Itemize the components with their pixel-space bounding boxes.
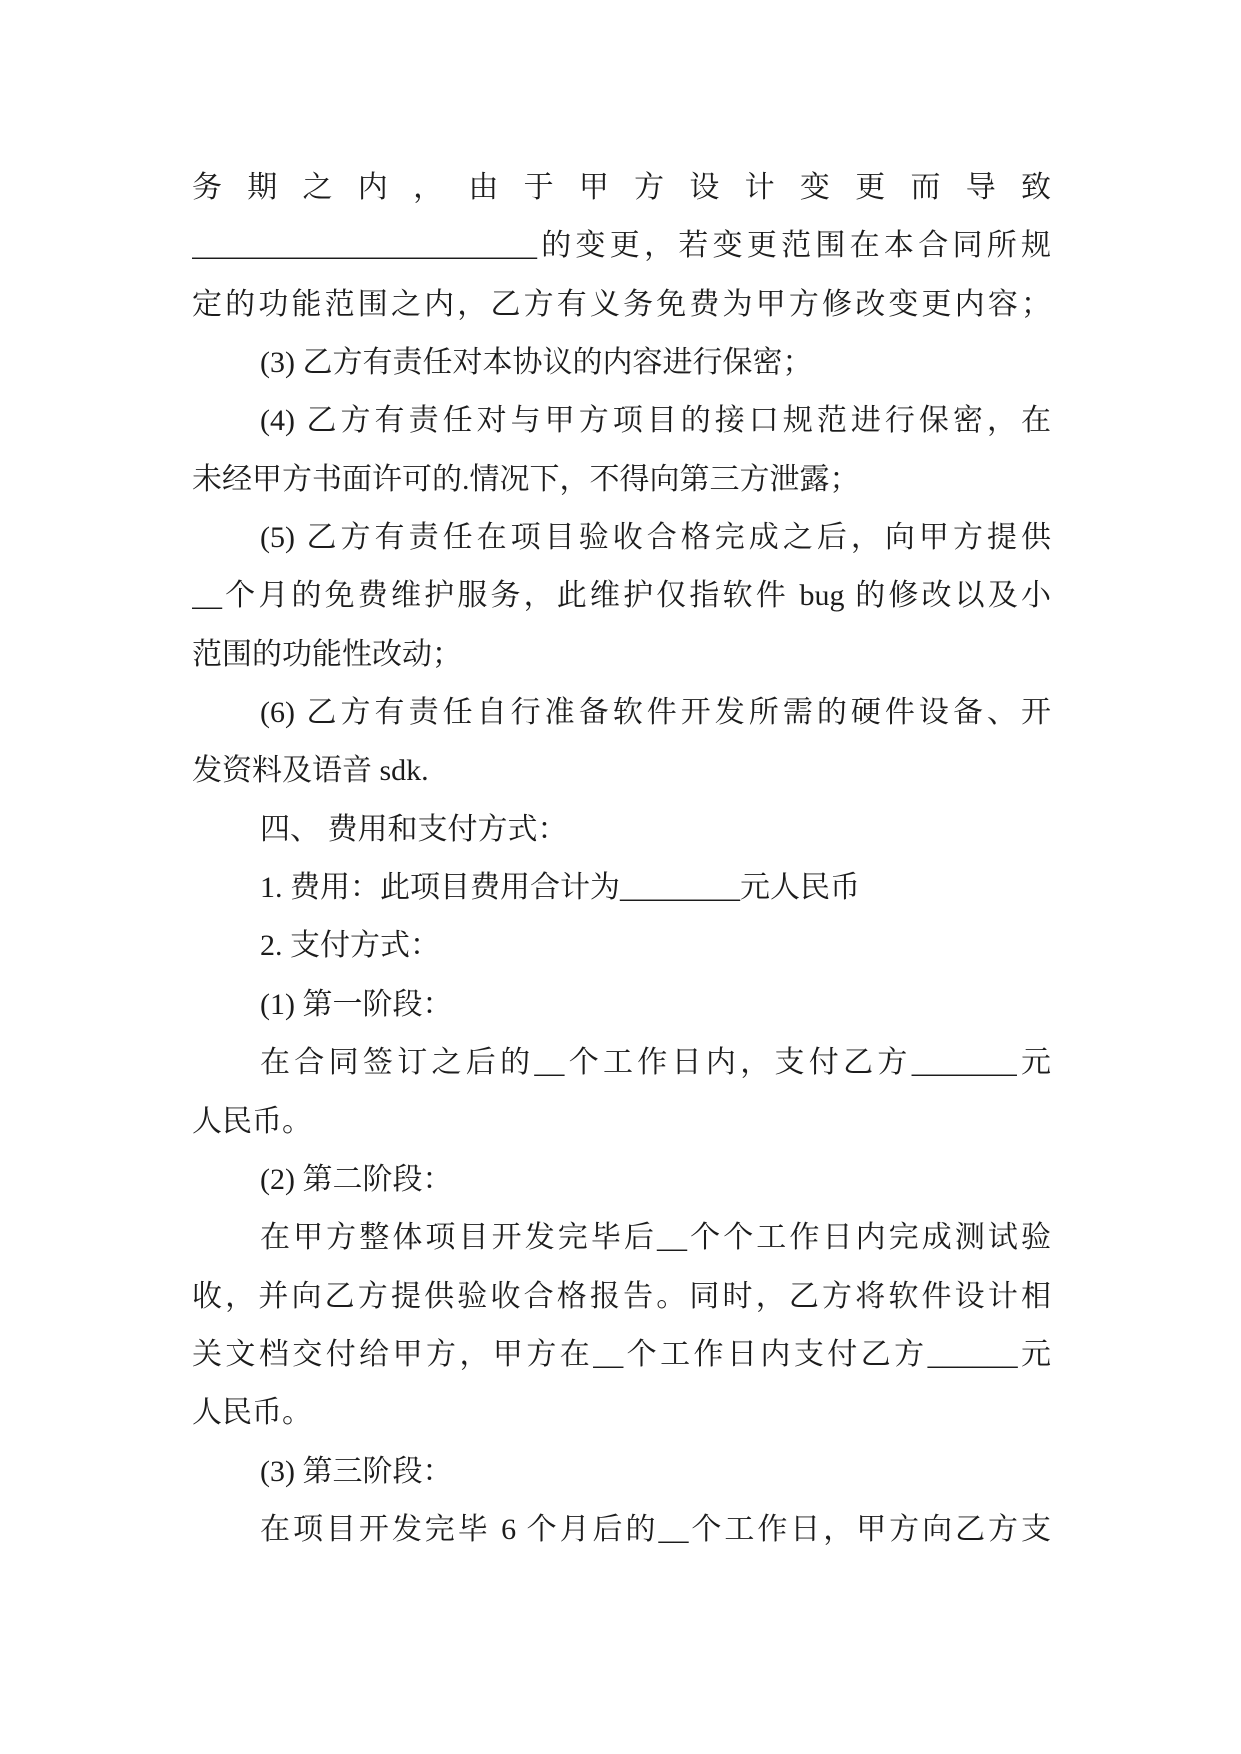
text-line: 在合同签订之后的__个工作日内，支付乙方_______元 (260, 1046, 1051, 1080)
text-line: 人民币。 (192, 1104, 312, 1138)
text-line: 在甲方整体项目开发完毕后__个个工作日内完成测试验 (260, 1221, 1051, 1255)
text-line: 2. 支付方式： (260, 929, 440, 963)
text-line: (5) 乙方有责任在项目验收合格完成之后，向甲方提供 (260, 521, 1051, 555)
text-line: 发资料及语音 sdk. (192, 754, 429, 788)
section-heading: 四、 费用和支付方式： (260, 812, 568, 846)
document-body (192, 159, 1051, 1559)
text-line: _______________________的变更，若变更范围在本合同所规 (192, 229, 1051, 263)
text-line: 务期之内，由于甲方设计变更而导致 (192, 171, 1051, 204)
text-line: (3) 乙方有责任对本协议的内容进行保密； (260, 346, 813, 380)
text-line: (2) 第二阶段： (260, 1162, 453, 1196)
text-line: 人民币。 (192, 1396, 312, 1430)
text-line: 范围的功能性改动； (192, 637, 462, 671)
text-line: (1) 第一阶段： (260, 987, 453, 1021)
text-line: __个月的免费维护服务，此维护仅指软件 bug 的修改以及小 (192, 579, 1051, 613)
text-line: (4) 乙方有责任对与甲方项目的接口规范进行保密，在 (260, 404, 1051, 438)
text-line: 在项目开发完毕 6 个月后的__个工作日，甲方向乙方支 (260, 1512, 1051, 1546)
text-line: 定的功能范围之内，乙方有义务免费为甲方修改变更内容； (192, 287, 1051, 321)
text-line: 关文档交付给甲方，甲方在__个工作日内支付乙方______元 (192, 1337, 1051, 1371)
text-line: 未经甲方书面许可的.情况下，不得向第三方泄露； (192, 462, 860, 496)
text-line: (3) 第三阶段： (260, 1454, 453, 1488)
text-line: (6) 乙方有责任自行准备软件开发所需的硬件设备、开 (260, 696, 1051, 730)
text-line: 收，并向乙方提供验收合格报告。同时，乙方将软件设计相 (192, 1279, 1051, 1313)
text-line: 1. 费用：此项目费用合计为________元人民币 (260, 871, 860, 905)
